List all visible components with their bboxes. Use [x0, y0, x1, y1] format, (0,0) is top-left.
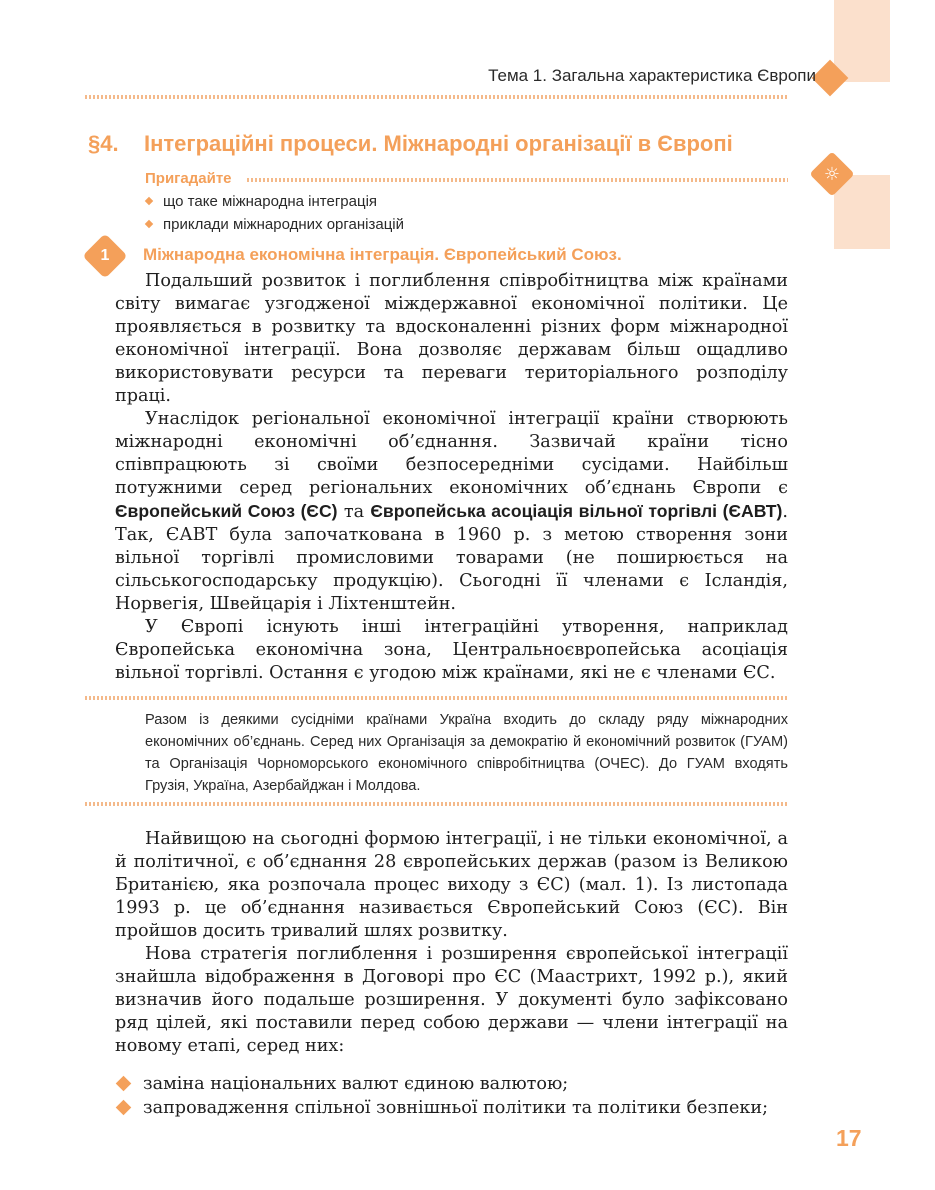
term-efta: Європейська асоціація вільної торгівлі (ЄАВТ) — [370, 501, 783, 521]
note-top-dotted-rule — [85, 696, 788, 700]
remember-label: Пригадайте — [145, 170, 232, 187]
bullet-diamond-icon — [116, 1100, 132, 1116]
body-text-part-2 — [115, 828, 788, 1058]
paragraph: Подальший розвиток і поглиблення співробітництва між країнами світу вимагає узгодженої міждержавної економічної політики. Це проявляється в розвитку та вдосконаленні різних форм міжнародної економічної інтеграції. Вона дозволяє державам більш ощадливо використовувати ресурси та переваги територіального розподілу праці. — [115, 271, 788, 406]
remember-item: приклади міжнародних організацій — [145, 213, 404, 236]
subsection-number: 1 — [100, 247, 110, 264]
remember-dotted-rule — [247, 178, 788, 182]
goal-item: запровадження спільної зовнішньої політики та політики безпеки; — [115, 1096, 768, 1120]
body-text-part-1 — [115, 270, 788, 685]
lightbulb-glyph: ☼ — [823, 163, 841, 185]
paragraph: Нова стратегія поглиблення і розширення європейської інтеграції знайшла відображення в Договорі про ЄС (Маастрихт, 1992 р.), який визначив його подальше розширення. У документі було зафіксовано ряд цілей, які поставили перед собою держави — члени інтеграції на новому етапі, серед них: — [115, 944, 788, 1056]
goal-item: заміна національних валют єдиною валютою; — [115, 1072, 768, 1096]
section-heading — [88, 131, 733, 157]
subsection-title: Міжнародна економічна інтеграція. Європейський Союз. — [143, 245, 622, 264]
ukraine-note: Разом із деякими сусідніми країнами Україна входить до складу ряду міжнародних економічних об’єднань. Серед них Організація за демократію й економічний розвиток (ГУАМ) та Організація Чорноморського економічного співробітництва (ОЧЕС). До ГУАМ входять Грузія, Україна, Азербайджан і Молдова. — [145, 712, 788, 794]
section-title: Інтеграційні процеси. Міжнародні організації в Європі — [144, 131, 733, 156]
page-edge-tab-top — [834, 0, 890, 82]
paragraph: У Європі існують інші інтеграційні утворення, наприклад Європейська економічна зона, Центральноєвропейська асоціація вільної торгівлі. Остання є угодою між країнами, які не є членами ЄС. — [115, 617, 788, 683]
remember-list — [145, 190, 404, 236]
paragraph: Унаслідок регіональної економічної інтеграції країни створюють міжнародні економічні об’єднання. Зазвичай країни тісно співпрацюють зі своїми безпосередніми сусідами. Найбільш потужними серед регіональних економічних об’єднань Європи є Європейський Союз (ЄС) та Європейська асоціація вільної торгівлі (ЄАВТ). Так, ЄАВТ була започаткована в 1960 р. з метою створення зони вільної торгівлі промисловими товарами (не поширюється на сільськогосподарську продукцію). Сьогодні її членами є Ісландія, Норвегія, Швейцарія і Ліхтенштейн. — [115, 409, 788, 614]
bullet-diamond-icon — [145, 220, 153, 228]
term-eu: Європейський Союз (ЄС) — [115, 501, 338, 521]
section-number: §4. — [88, 131, 119, 156]
bullet-diamond-icon — [145, 197, 153, 205]
bullet-diamond-icon — [116, 1076, 132, 1092]
page-number: 17 — [836, 1125, 862, 1151]
running-title: Тема 1. Загальна характеристика Європи — [488, 66, 816, 85]
remember-item: що таке міжнародна інтеграція — [145, 190, 404, 213]
note-bottom-dotted-rule — [85, 802, 788, 806]
paragraph: Найвищою на сьогодні формою інтеграції, і не тільки економічної, а й політичної, є об’єднання 28 європейських держав (разом із Великою Британією, яка розпочала процес виходу з ЄС) (мал. 1). Із листопада 1993 р. це об’єднання називається Європейський Союз (ЄС). Він пройшов досить тривалий шлях розвитку. — [115, 829, 788, 941]
header-dotted-rule — [85, 95, 788, 99]
goals-list — [115, 1072, 768, 1120]
